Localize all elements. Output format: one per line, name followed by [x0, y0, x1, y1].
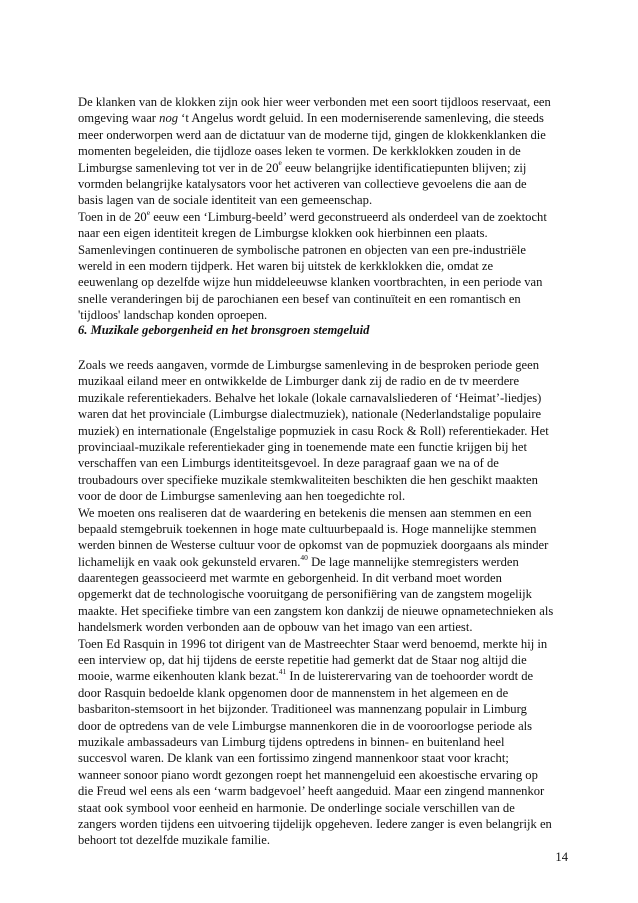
paragraph-musical-security	[78, 357, 568, 849]
text-line: Samenlevingen continueren de symbolische patronen en objecten van een pre-industriële	[78, 242, 526, 257]
emphasized-word: nog	[159, 111, 179, 126]
section-heading-text: 6. Muzikale geborgenheid en het bronsgroen stemgeluid	[78, 323, 370, 337]
text-line: wereld in een modern tijdperk. Het waren bij uitstek de kerkklokken die, omdat ze	[78, 258, 494, 273]
text-line: De klanken van de klokken zijn ook hier weer verbonden met een soort tijdloos reservaat, een	[78, 95, 551, 109]
text-line: een interview op, dat hij tijdens de eerste repetitie had gemerkt dat de Staar nog altijd die	[78, 653, 527, 668]
text-line: 'tijdloos' landschap konden oproepen.	[78, 308, 268, 323]
text-line: daarentegen geassocieerd met warmte en geborgenheid. In dit verband moet worden	[78, 571, 502, 586]
text-line: voor de door de Limburgse samenleving aan hen toegedichte rol.	[78, 489, 406, 504]
text-line: basbariton-stemsoort in het bijzonder. Traditioneel was mannenzang populair in Limburg	[78, 702, 527, 717]
text-line: opgemerkt dat de technologische vooruitgang de personifiëring van de zangstem mogelijk	[78, 587, 532, 602]
footnote-reference[interactable]: 41	[278, 667, 287, 677]
text-line: succesvol waren. De klank van een fortissimo zingend mannenkoor staat voor kracht;	[78, 751, 509, 766]
text-line: Toen in de 20e eeuw een ‘Limburg-beeld’ werd geconstrueerd als onderdeel van de zoektocht	[78, 207, 547, 224]
text-line: naar een eigen identiteit kregen de Limburgse klokken ook hierbinnen een plaats.	[78, 226, 488, 241]
text-line: We moeten ons realiseren dat de waardering en betekenis die mensen aan stemmen en een	[78, 505, 532, 520]
section-heading	[78, 322, 568, 338]
text-line: momenten begeleiden, die tijdloze oases leken te vormen. De kerkklokken zouden in de	[78, 144, 521, 159]
text-line: lichamelijk en vaak ook gekunsteld ervaren.$^{40}$ De lage mannelijke stemregisters werden	[78, 552, 519, 569]
text-line: door de optredens van de vele Limburgse mannenkoren die in de vooroorlogse periode als	[78, 718, 533, 733]
footnote-reference[interactable]: 40	[300, 552, 308, 562]
text-line: verschaffen van een Limburgs identiteitsgevoel. In deze paragraaf gaan we na of de	[78, 456, 499, 471]
text-line: basis lagen van de sociale identiteit van een gemeenschap.	[78, 193, 373, 208]
text-line: snelle veranderingen bij de parochianen een besef van continuïteit en een romantisch en	[78, 291, 521, 306]
text-line: Limburgse samenleving tot ver in de 20e eeuw belangrijke identificatiepunten blijven; zij	[78, 158, 527, 175]
text-line: werden binnen de Westerse cultuur voor de opkomst van de popmuziek doorgaans als minder	[78, 538, 549, 553]
text-line: door Rasquin bedoelde klank opgenomen door de mannenstem in het algemeen en de	[78, 685, 509, 700]
text-line: bepaald stemgebruik toekennen in hoge mate cultuurbepaald is. Hoge mannelijke stemmen	[78, 521, 537, 536]
text-line: Zoals we reeds aangaven, vormde de Limburgse samenleving in de besproken periode geen	[78, 358, 540, 372]
text-line: meer onderworpen werd aan de dictatuur van de moderne tijd, gingen de klokkenklanken die	[78, 127, 546, 142]
text-line: maakte. Het specifieke timbre van een zangstem kon dankzij de nieuwe opnametechnieken als	[78, 603, 554, 618]
text-line: omgeving waar nog ‘t Angelus wordt geluid. In een moderniserende samenleving, die steeds	[78, 111, 544, 126]
ordinal-superscript: e	[278, 158, 282, 168]
text-line: behoort tot dezelfde muzikale familie.	[78, 833, 270, 848]
text-line: staat ook symbool voor eenheid en harmonie. De onderlinge sociale verschillen van de	[78, 800, 515, 815]
paragraph-church-bells	[78, 94, 568, 323]
text-line: eeuwenlang op dezelfde wijze hun middeleeuwse klanken voortbrachten, in een periode van	[78, 275, 543, 290]
text-line: troubadours over specifieke muzikale stemkwaliteiten beschikten die hen geschikt maakten	[78, 472, 538, 487]
text-line: mooie, warme eikenhouten klank bezat.$^{41}$ In de luisterervaring van de toehoorder wordt de	[78, 667, 534, 684]
text-line: handelsmerk worden verbonden aan de opbouw van het imago van een artiest.	[78, 620, 473, 635]
ordinal-superscript: e	[146, 207, 151, 217]
text-line: muzikaal eiland meer en ontwikkelde de Limburger dank zij de radio en de tv meerdere	[78, 374, 520, 389]
text-line: die Freud wel eens als een ‘warm badgevoel’ heeft aangeduid. Maar een zingend mannenkor	[78, 784, 545, 799]
text-line: Toen Ed Rasquin in 1996 tot dirigent van de Mastreechter Staar werd benoemd, merkte hij in	[78, 636, 548, 651]
page-number: 14	[555, 850, 568, 864]
text-line: provinciaal-muzikale referentiekader ging in toenemende mate een functie krijgen bij het	[78, 439, 527, 454]
text-line: wanneer sonoor piano wordt gezongen roept het mannengeluid een akoestische ervaring op	[78, 767, 538, 782]
text-line: vormden belangrijke katalysators voor het activeren van collectieve gevoelens die aan de	[78, 176, 527, 191]
text-line: muziek) en internationale (Engelstalige popmuziek in casu Rock & Roll) referentiekader. Het	[78, 423, 549, 438]
text-line: waren dat het provinciale (Limburgse dialectmuziek), nationale (Nederlandstalige populaire	[78, 407, 542, 422]
text-line: muzikale referentiekaders. Behalve het lokale (lokale carnavalsliederen of ‘Heimat’-liedjes)	[78, 390, 542, 405]
text-line: zangers worden tijdens een uitvoering tijdelijk opgeheven. Iedere zanger is even belangrijk en	[78, 816, 552, 831]
text-line: muzikale ambassadeurs van Limburg tijdens optredens in binnen- en buitenland heel	[78, 734, 505, 749]
